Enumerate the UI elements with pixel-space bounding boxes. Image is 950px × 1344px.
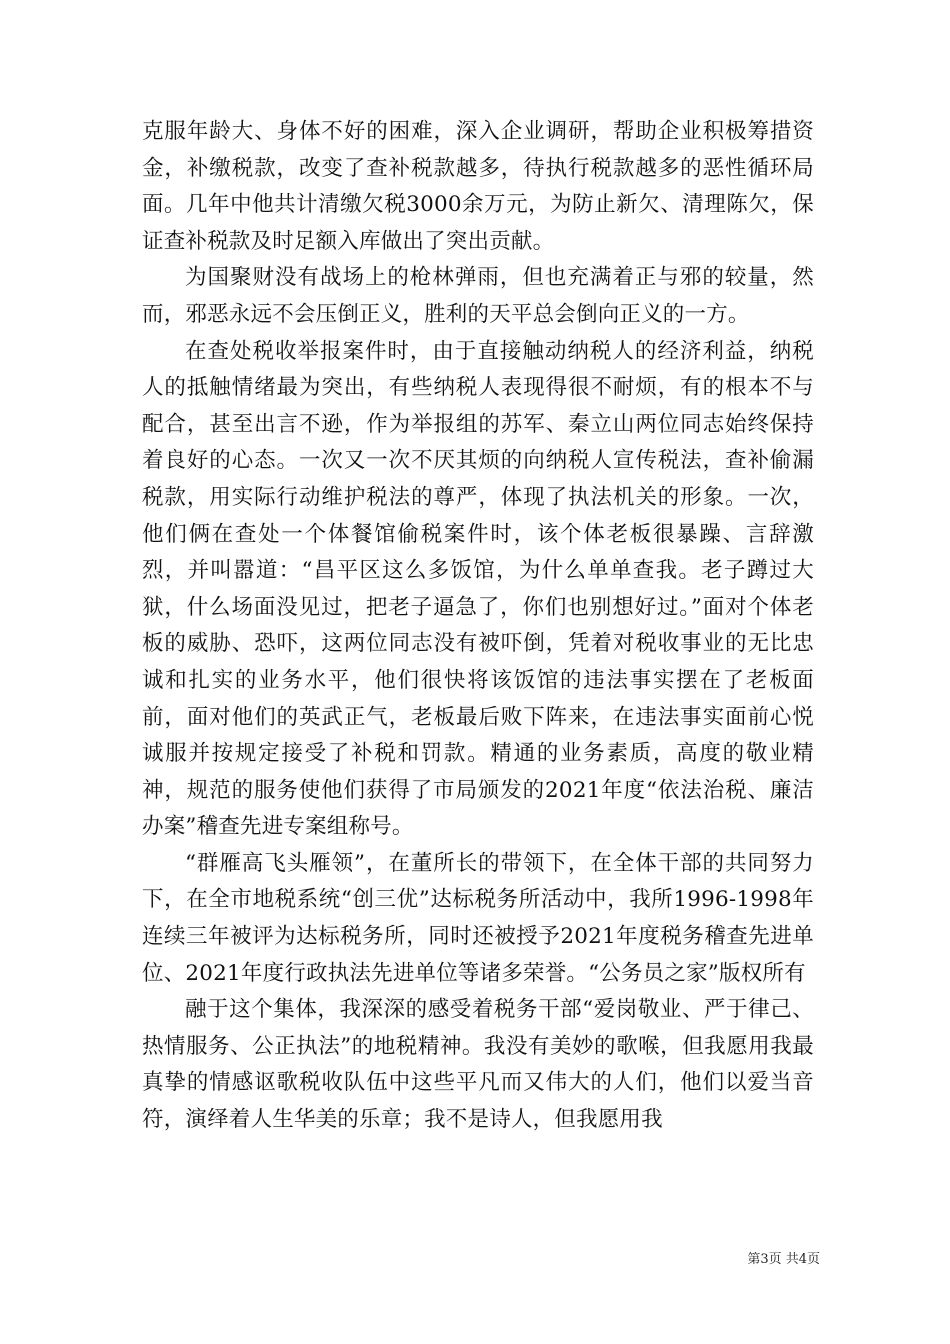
page-number: 第3页 共4页 [747,1252,820,1267]
paragraph-4: “群雁高飞头雁领”，在董所长的带领下，在全体干部的共同努力下，在全市地税系统“创三优”达标税务所活动中，我所1996-1998年连续三年被评为达标税务所，同时还被授予2021年度税务稽查先进单位、2021年度行政执法先进单位等诸多荣誉。“公务员之家”版权所有 [142,850,814,986]
document-body [142,114,814,1139]
paragraph-5: 融于这个集体，我深深的感受着税务干部“爱岗敬业、严于律己、热情服务、公正执法”的地税精神。我没有美妙的歌喉，但我愿用我最真挚的情感讴歌税收队伍中这些平凡而又伟大的人们，他们以爱当音符，演绎着人生华美的乐章；我不是诗人，但我愿用我 [142,997,814,1133]
paragraph-1: 克服年龄大、身体不好的困难，深入企业调研，帮助企业积极筹措资金，补缴税款，改变了查补税款越多，待执行税款越多的恶性循环局面。几年中他共计清缴欠税3000余万元，为防止新欠、清理陈欠，保证查补税款及时足额入库做出了突出贡献。 [142,119,814,254]
paragraph-3: 在查处税收举报案件时，由于直接触动纳税人的经济利益，纳税人的抵触情绪最为突出，有些纳税人表现得很不耐烦，有的根本不与配合，甚至出言不逊，作为举报组的苏军、秦立山两位同志始终保持着良好的心态。一次又一次不厌其烦的向纳税人宣传税法，查补偷漏税款，用实际行动维护税法的尊严，体现了执法机关的形象。一次，他们俩在查处一个体餐馆偷税案件时，该个体老板很暴躁、言辞激烈，并叫嚣道：“昌平区这么多饭馆，为什么单单查我。老子蹲过大狱，什么场面没见过，把老子逼急了，你们也别想好过。”面对个体老板的威胁、恐吓，这两位同志没有被吓倒，凭着对税收事业的无比忠诚和扎实的业务水平，他们很快将该饭馆的违法事实摆在了老板面前，面对他们的英武正气，老板最后败下阵来，在违法事实面前心悦诚服并按规定接受了补税和罚款。精通的业务素质，高度的敬业精神，规范的服务使他们获得了市局颁发的2021年度“依法治税、廉洁办案”稽查先进专案组称号。 [142,338,814,840]
paragraph-2: 为国聚财没有战场上的枪林弹雨，但也充满着正与邪的较量，然而，邪恶永远不会压倒正义，胜利的天平总会倒向正义的一方。 [142,265,814,327]
